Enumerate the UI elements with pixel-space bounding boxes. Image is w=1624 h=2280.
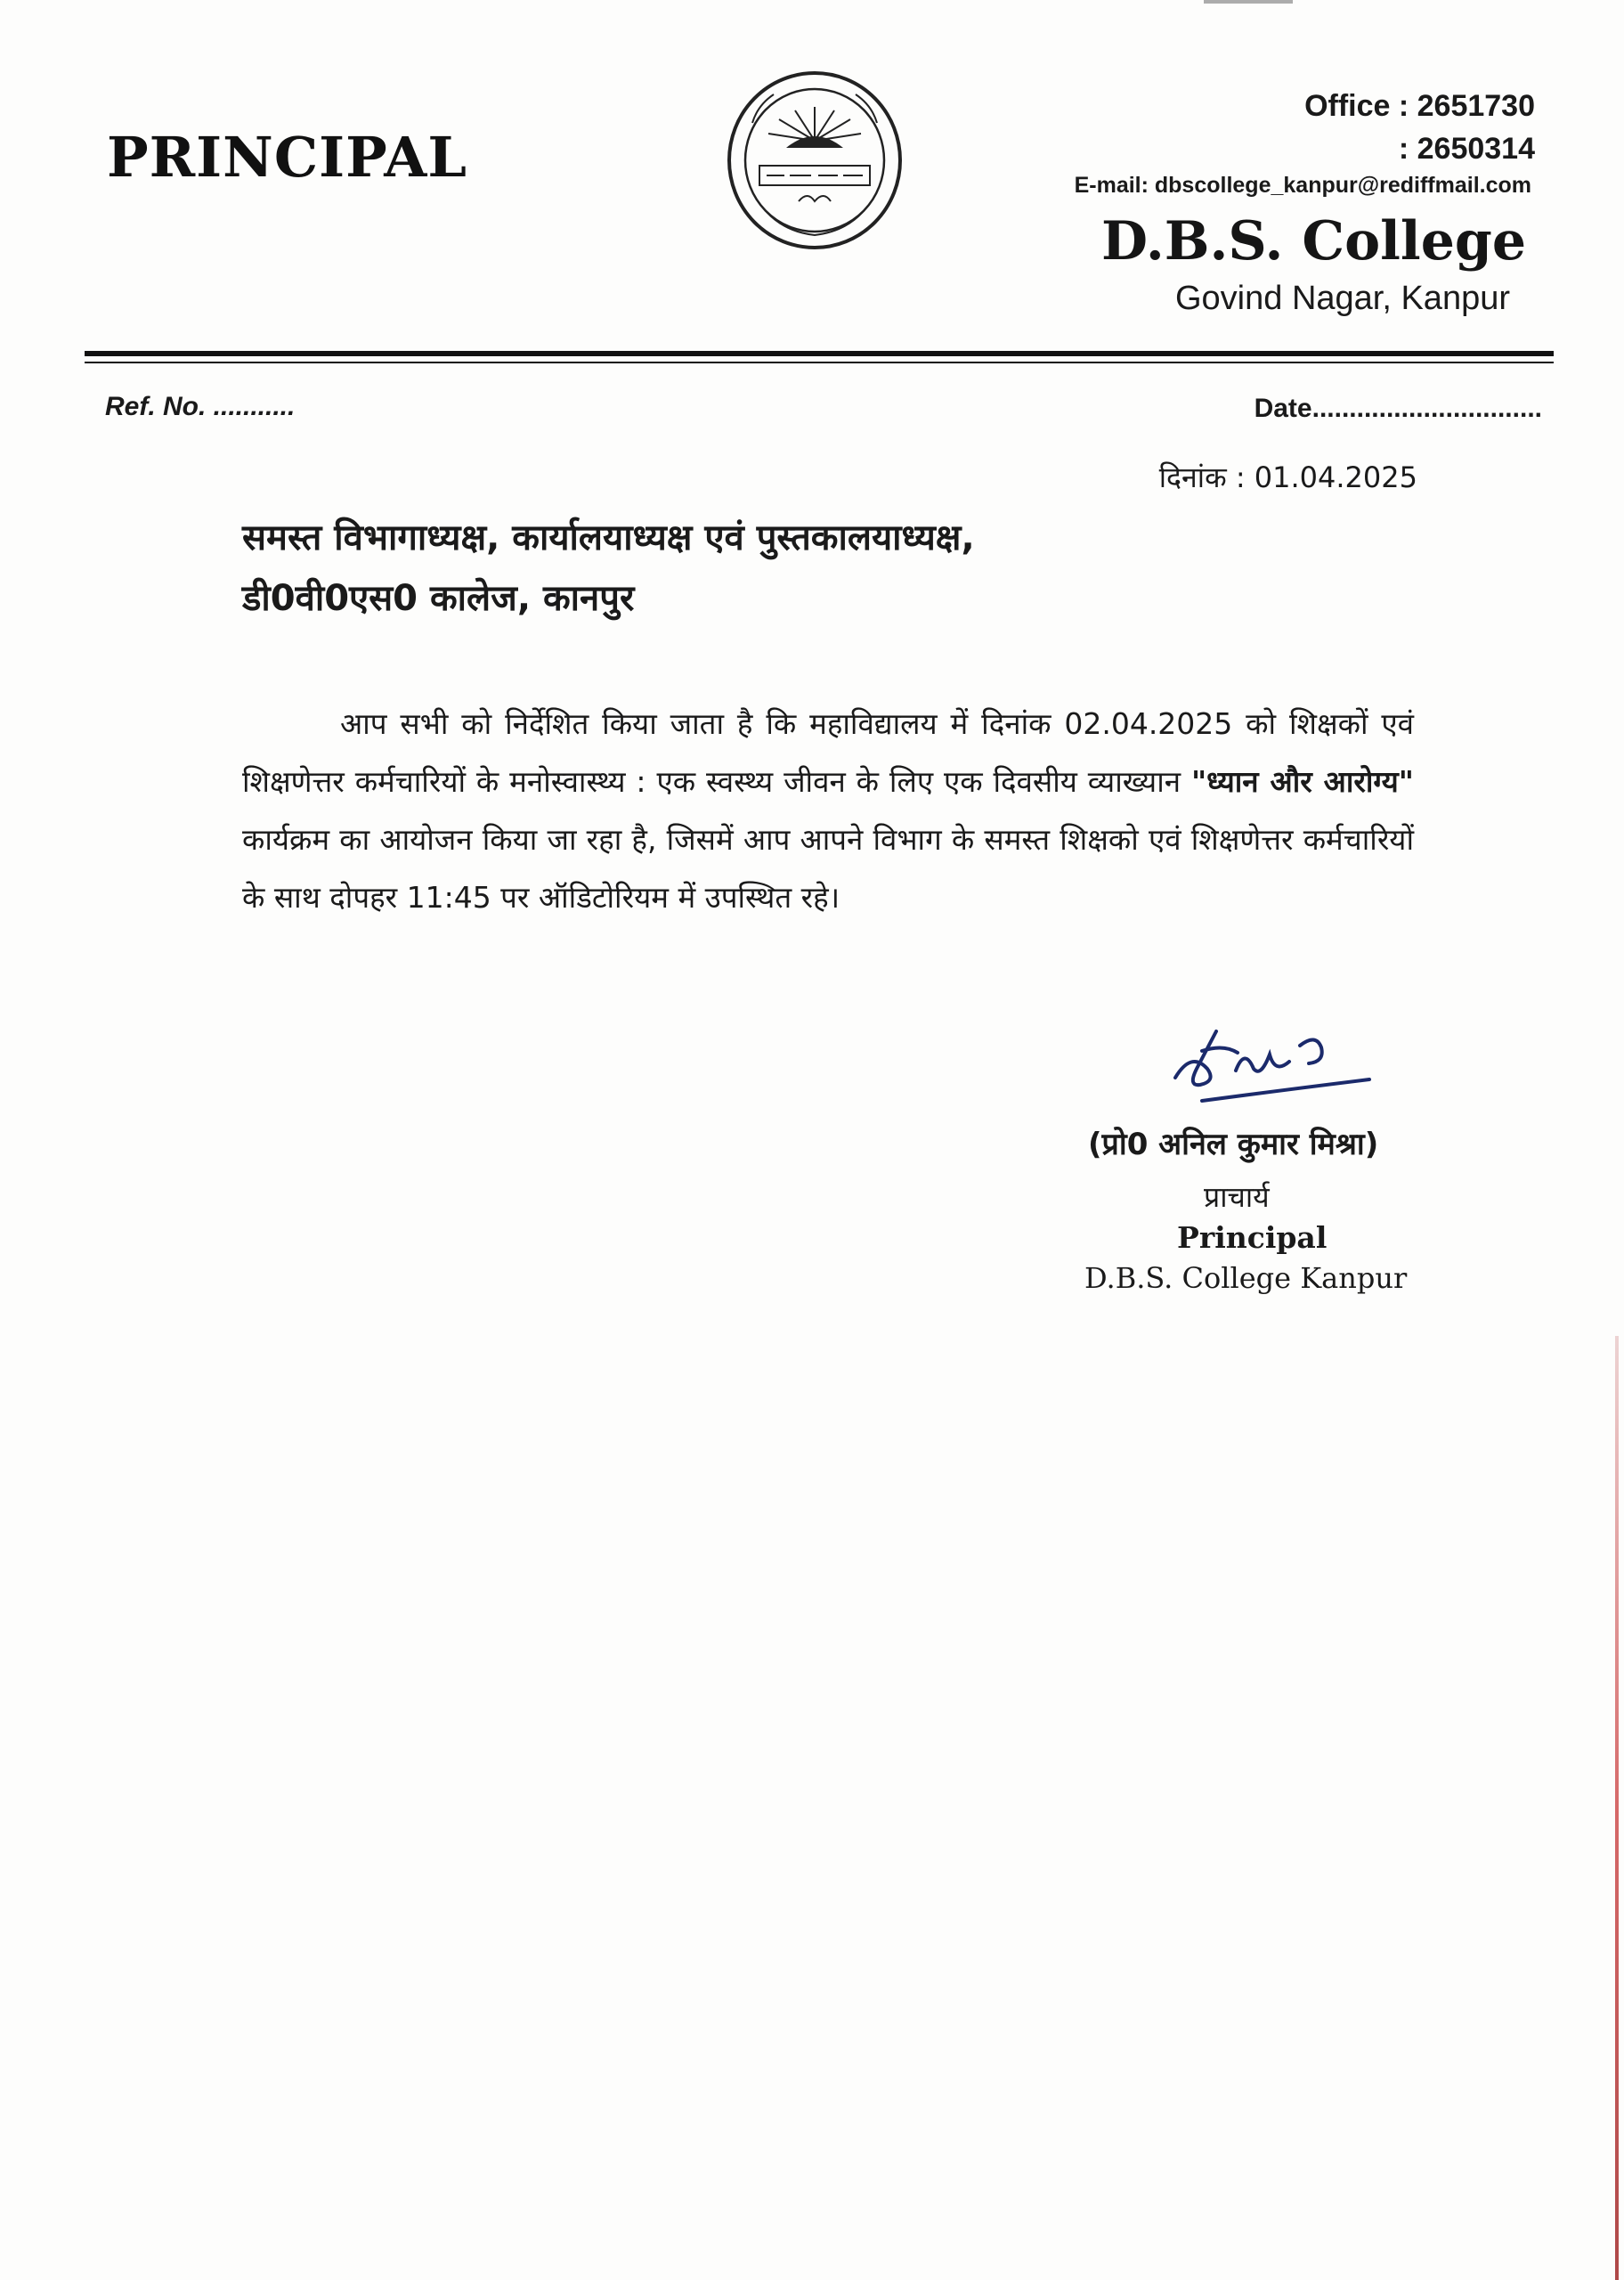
letterhead-principal-label: PRINCIPAL xyxy=(107,125,467,190)
college-email: E-mail: dbscollege_kanpur@rediffmail.com xyxy=(1074,173,1531,198)
addressee-line-1: समस्त विभागाध्यक्ष, कार्यालयाध्यक्ष एवं पुस्तकालयाध्यक्ष, xyxy=(242,517,975,558)
program-title: "ध्यान और आरोग्य" xyxy=(1190,764,1414,799)
ref-no-label: Ref. No. ........... xyxy=(105,392,296,421)
letter-date: दिनांक : 01.04.2025 xyxy=(1158,460,1417,494)
paper-edge-mark xyxy=(1615,1336,1619,2280)
signature-icon xyxy=(1166,1015,1380,1113)
college-seal-icon xyxy=(726,69,904,252)
letterhead-divider-thick xyxy=(85,351,1554,356)
signatory-title-hindi: प्राचार्य xyxy=(1204,1180,1270,1214)
addressee-line-2: डी0वी0एस0 कालेज, कानपुर xyxy=(242,578,635,619)
paper-mark xyxy=(1204,0,1293,4)
office-phone-1: Office : 2651730 xyxy=(1304,89,1535,123)
date-label: Date............................... xyxy=(1254,394,1542,423)
body-part-2: कार्यक्रम का आयोजन किया जा रहा है, जिसमें आप आपने विभाग के समस्त शिक्षको एवं शिक्षणेत्तर कर्मचारियों के साथ दोपहर 11:45 पर ऑडिटोरियम में उपस्थित रहे। xyxy=(242,822,1414,915)
signatory-title-english: Principal xyxy=(1177,1220,1328,1255)
letter-body xyxy=(242,695,1414,926)
body-part-1: आप सभी को निर्देशित किया जाता है कि महाविद्यालय में दिनांक 02.04.2025 को शिक्षकों एवं शिक्षणेत्तर कर्मचारियों के मनोस्वास्थ्य : एक स्वस्थ्य जीवन के लिए एक दिवसीय व्याख्यान xyxy=(242,706,1414,799)
office-phone-2: : 2650314 xyxy=(1398,132,1535,166)
signatory-college: D.B.S. College Kanpur xyxy=(1084,1261,1408,1295)
college-address: Govind Nagar, Kanpur xyxy=(1174,280,1510,317)
signatory-name: (प्रो0 अनिल कुमार मिश्रा) xyxy=(1088,1127,1379,1162)
letterhead-divider-thin xyxy=(85,362,1554,363)
college-name: D.B.S. College xyxy=(1100,210,1526,273)
